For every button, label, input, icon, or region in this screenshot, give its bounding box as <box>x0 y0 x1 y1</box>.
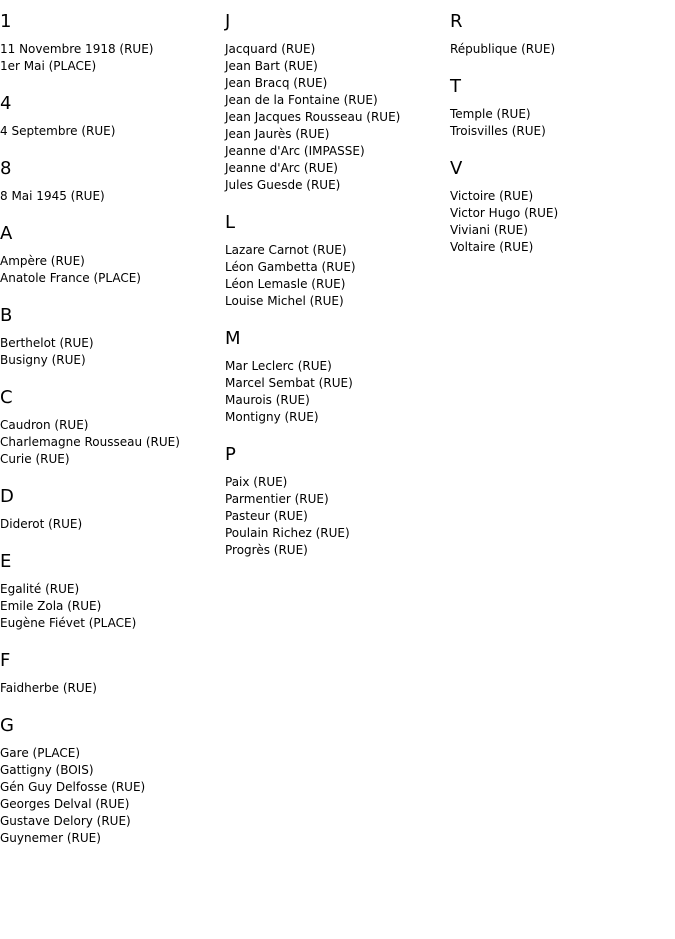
street-link[interactable]: Louise Michel (RUE) <box>225 294 344 308</box>
section-letter-heading: D <box>0 486 14 507</box>
index-column <box>225 0 450 559</box>
street-link[interactable]: République (RUE) <box>450 42 556 56</box>
section-letter-heading: C <box>0 387 13 408</box>
street-link[interactable]: Jean Bracq (RUE) <box>225 76 328 90</box>
list-item <box>0 434 225 451</box>
street-link[interactable]: Emile Zola (RUE) <box>0 599 102 613</box>
street-link[interactable]: Troisvilles (RUE) <box>450 124 546 138</box>
street-link[interactable]: Jean Bart (RUE) <box>225 59 318 73</box>
street-link[interactable]: Caudron (RUE) <box>0 418 89 432</box>
section-letter-heading: T <box>450 76 461 97</box>
letter-section <box>225 444 450 559</box>
street-link[interactable]: Egalité (RUE) <box>0 582 80 596</box>
street-link[interactable]: Léon Lemasle (RUE) <box>225 277 346 291</box>
street-link[interactable]: Anatole France (PLACE) <box>0 271 141 285</box>
street-link[interactable]: Léon Gambetta (RUE) <box>225 260 356 274</box>
list-item <box>450 106 675 123</box>
street-link[interactable]: Jean Jacques Rousseau (RUE) <box>225 110 401 124</box>
list-item <box>0 451 225 468</box>
letter-section <box>0 650 225 697</box>
list-item <box>225 293 450 310</box>
section-letter-heading: R <box>450 11 463 32</box>
street-list <box>225 358 450 426</box>
street-link[interactable]: Parmentier (RUE) <box>225 492 329 506</box>
list-item <box>450 222 675 239</box>
list-item <box>225 58 450 75</box>
street-list <box>225 41 450 194</box>
list-item <box>225 143 450 160</box>
list-item <box>450 205 675 222</box>
street-link[interactable]: Berthelot (RUE) <box>0 336 94 350</box>
letter-section <box>0 715 225 847</box>
letter-section <box>450 11 675 58</box>
street-list <box>0 188 225 205</box>
list-item <box>0 779 225 796</box>
street-link[interactable]: Jean Jaurès (RUE) <box>225 127 330 141</box>
street-list <box>0 253 225 287</box>
list-item <box>450 188 675 205</box>
street-link[interactable]: Eugène Fiévet (PLACE) <box>0 616 137 630</box>
letter-section <box>0 486 225 533</box>
list-item <box>0 813 225 830</box>
street-link[interactable]: Paix (RUE) <box>225 475 288 489</box>
letter-section <box>0 305 225 369</box>
section-letter-heading: B <box>0 305 13 326</box>
letter-section <box>450 158 675 256</box>
list-item <box>225 491 450 508</box>
list-item <box>0 188 225 205</box>
section-letter-heading: P <box>225 444 236 465</box>
list-item <box>0 762 225 779</box>
section-letter-heading: J <box>225 11 231 32</box>
street-link[interactable]: Marcel Sembat (RUE) <box>225 376 353 390</box>
street-list <box>450 41 675 58</box>
street-link[interactable]: Gustave Delory (RUE) <box>0 814 131 828</box>
street-link[interactable]: Gén Guy Delfosse (RUE) <box>0 780 146 794</box>
section-letter-heading: F <box>0 650 11 671</box>
list-item <box>225 41 450 58</box>
letter-section <box>0 93 225 140</box>
street-link[interactable]: Diderot (RUE) <box>0 517 83 531</box>
street-list <box>225 242 450 310</box>
section-letter-heading: V <box>450 158 463 179</box>
list-item <box>0 123 225 140</box>
street-link[interactable]: Jeanne d'Arc (IMPASSE) <box>225 144 365 158</box>
list-item <box>0 58 225 75</box>
street-link[interactable]: 11 Novembre 1918 (RUE) <box>0 42 154 56</box>
index-column <box>450 0 675 256</box>
list-item <box>225 109 450 126</box>
letter-section <box>225 11 450 194</box>
letter-section <box>450 76 675 140</box>
list-item <box>225 525 450 542</box>
street-list <box>0 335 225 369</box>
letter-section <box>0 551 225 632</box>
street-link[interactable]: Jean de la Fontaine (RUE) <box>225 93 378 107</box>
letter-section <box>0 158 225 205</box>
list-item <box>0 352 225 369</box>
list-item <box>0 581 225 598</box>
street-list <box>0 41 225 75</box>
list-item <box>0 253 225 270</box>
street-list <box>0 745 225 847</box>
street-list <box>0 680 225 697</box>
list-item <box>0 830 225 847</box>
list-item <box>0 615 225 632</box>
street-link[interactable]: Montigny (RUE) <box>225 410 319 424</box>
street-link[interactable]: Poulain Richez (RUE) <box>225 526 350 540</box>
list-item <box>225 92 450 109</box>
index-column <box>0 0 225 847</box>
list-item <box>450 41 675 58</box>
list-item <box>225 375 450 392</box>
street-link[interactable]: Pasteur (RUE) <box>225 509 308 523</box>
street-link[interactable]: Curie (RUE) <box>0 452 70 466</box>
street-link[interactable]: Georges Delval (RUE) <box>0 797 130 811</box>
section-letter-heading: L <box>225 212 236 233</box>
list-item <box>225 508 450 525</box>
list-item <box>225 75 450 92</box>
letter-section <box>0 223 225 287</box>
street-link[interactable]: Victoire (RUE) <box>450 189 534 203</box>
list-item <box>225 126 450 143</box>
street-link[interactable]: Progrès (RUE) <box>225 543 308 557</box>
section-letter-heading: E <box>0 551 12 572</box>
street-link[interactable]: 1er Mai (PLACE) <box>0 59 97 73</box>
list-item <box>0 598 225 615</box>
street-list <box>0 123 225 140</box>
list-item <box>0 745 225 762</box>
street-link[interactable]: Charlemagne Rousseau (RUE) <box>0 435 180 449</box>
list-item <box>225 474 450 491</box>
section-letter-heading: A <box>0 223 13 244</box>
street-link[interactable]: 8 Mai 1945 (RUE) <box>0 189 105 203</box>
section-letter-heading: 8 <box>0 158 12 179</box>
list-item <box>225 160 450 177</box>
street-list <box>450 188 675 256</box>
street-link[interactable]: Guynemer (RUE) <box>0 831 101 845</box>
letter-section <box>0 387 225 468</box>
street-link[interactable]: Victor Hugo (RUE) <box>450 206 559 220</box>
list-item <box>0 680 225 697</box>
street-link[interactable]: Gattigny (BOIS) <box>0 763 94 777</box>
street-link[interactable]: Lazare Carnot (RUE) <box>225 243 347 257</box>
street-list <box>450 106 675 140</box>
list-item <box>225 358 450 375</box>
list-item <box>0 335 225 352</box>
list-item <box>0 796 225 813</box>
street-link[interactable]: Jules Guesde (RUE) <box>225 178 341 192</box>
street-link[interactable]: Voltaire (RUE) <box>450 240 534 254</box>
street-link[interactable]: Ampère (RUE) <box>0 254 85 268</box>
letter-section <box>225 328 450 426</box>
section-letter-heading: 1 <box>0 11 12 32</box>
list-item <box>225 259 450 276</box>
street-link[interactable]: Jeanne d'Arc (RUE) <box>225 161 338 175</box>
street-link[interactable]: Temple (RUE) <box>450 107 531 121</box>
list-item <box>225 392 450 409</box>
street-link[interactable]: Jacquard (RUE) <box>225 42 316 56</box>
street-link[interactable]: Busigny (RUE) <box>0 353 86 367</box>
street-link[interactable]: Mar Leclerc (RUE) <box>225 359 332 373</box>
street-list <box>0 581 225 632</box>
list-item <box>225 276 450 293</box>
street-link[interactable]: Gare (PLACE) <box>0 746 81 760</box>
letter-section <box>0 11 225 75</box>
list-item <box>225 177 450 194</box>
list-item <box>225 542 450 559</box>
street-link[interactable]: Faidherbe (RUE) <box>0 681 97 695</box>
street-list <box>0 516 225 533</box>
list-item <box>225 409 450 426</box>
street-list <box>225 474 450 559</box>
section-letter-heading: 4 <box>0 93 12 114</box>
list-item <box>0 41 225 58</box>
section-letter-heading: M <box>225 328 241 349</box>
section-letter-heading: G <box>0 715 14 736</box>
list-item <box>0 417 225 434</box>
street-link[interactable]: Maurois (RUE) <box>225 393 310 407</box>
list-item <box>0 516 225 533</box>
street-list <box>0 417 225 468</box>
list-item <box>450 239 675 256</box>
letter-section <box>225 212 450 310</box>
street-link[interactable]: 4 Septembre (RUE) <box>0 124 116 138</box>
list-item <box>0 270 225 287</box>
list-item <box>225 242 450 259</box>
street-link[interactable]: Viviani (RUE) <box>450 223 528 237</box>
list-item <box>450 123 675 140</box>
